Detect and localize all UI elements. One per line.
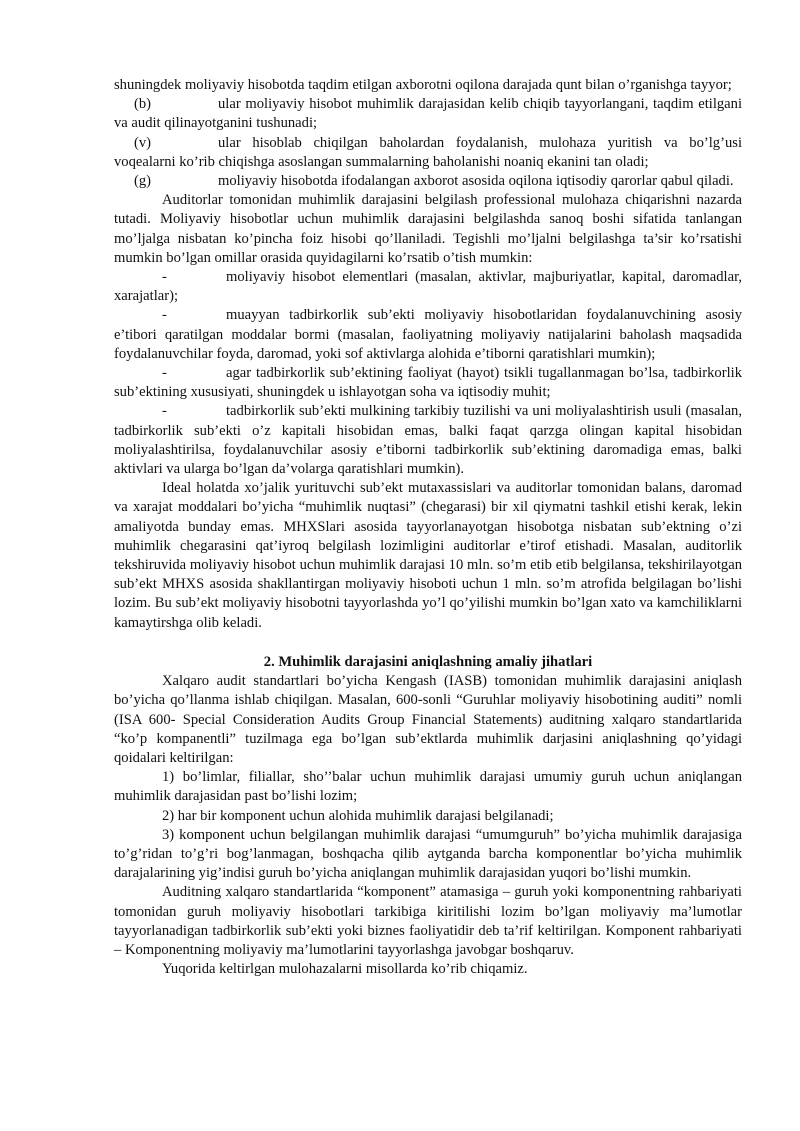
list-item-v bbox=[114, 134, 742, 172]
factor-text: moliyaviy hisobot elementlari (masalan, aktivlar, majburiyatlar, kapital, daromadlar, xarajatlar); bbox=[114, 269, 742, 305]
factor-item bbox=[114, 268, 742, 306]
reader-assumptions-list bbox=[114, 95, 742, 191]
auditors-paragraph: Auditorlar tomonidan muhimlik darajasini belgilash professional mulohaza chiqarishni nazarda tutadi. Moliyaviy hisobotlar uchun muhimlik darajasini belgilashda sanoq boshi sifatida tanlangan mo’ljalga nisbatan ko’pincha foiz hisobi qo’llaniladi. Tegishli mo’ljalni belgilashga ta’sir ko’rsatishi mumkin bo’lgan omillar orasida quyidagilarni ko’rsatib o’tish mumkin: bbox=[114, 192, 742, 266]
factors-list bbox=[114, 268, 742, 479]
factor-text: agar tadbirkorlik sub’ektining faoliyat (hayot) tsikli tugallanmagan bo’lsa, tadbirkorlik sub’ektining xususiyati, shuningdek u ishlayotgan soha va iqtisodiy muhit; bbox=[114, 365, 742, 401]
dash-marker: - bbox=[162, 403, 167, 420]
list-item-b bbox=[114, 95, 742, 133]
list-item-text: moliyaviy hisobotda ifodalangan axborot asosida oqilona iqtisodiy qarorlar qabul qiladi. bbox=[218, 173, 734, 190]
document-page bbox=[114, 76, 742, 979]
rule-item: 1) bo’limlar, filiallar, sho’’balar uchun muhimlik darajasi umumiy guruh uchun aniqlangan muhimlik darajasidan past bo’lishi lozim; bbox=[114, 769, 742, 805]
rule-item: 2) har bir komponent uchun alohida muhimlik darajasi belgilanadi; bbox=[162, 807, 554, 824]
iasb-paragraph: Xalqaro audit standartlari bo’yicha Kengash (IASB) tomonidan muhimlik darajasini aniqlash bo’yicha qo’llanma ishlab chiqilgan. Masalan, 600-sonli “Guruhlar moliyaviy hisobotining auditi” nomli (ISA 600- Special Consideration Audits Group Financial Statements) auditning xalqaro standartlarida “ko’p kompanentli” tuzilmaga ega bo’lgan sub’ektlarda muhimlik darjasini aniqlashning qo’yidagi qoidalari keltirilgan: bbox=[114, 673, 742, 766]
section-heading: 2. Muhimlik darajasini aniqlashning amaliy jihatlari bbox=[263, 653, 593, 670]
factor-item bbox=[114, 306, 742, 364]
intro-continuation-paragraph: shuningdek moliyaviy hisobotda taqdim etilgan axborotni oqilona darajada qunt bilan o’rganishga tayyor; bbox=[114, 77, 732, 93]
ideal-case-paragraph: Ideal holatda xo’jalik yurituvchi sub’ekt mutaxassislari va auditorlar tomonidan balans, daromad va xarajat moddalari bo’yicha “muhimlik nuqtasi” (chegarasi) bir xil qiymatni tashkil etishi kerak, lekin amaliyotda bunday emas. MHXSlari asosida tayyorlanayotgan hisobotga nisbatan sub’ektning o’zi muhimlik chegarasini qat’iyroq belgilash lozimligini auditorlar e’tirof etishadi. Masalan, auditorlik tekshiruvida moliyaviy hisobot uchun muhimlik darajasi 10 mln. so’m etib etib belgilansa, tekshirilayotgan sub’ekt MHXS asosida shakllantirgan moliyaviy hisoboti uchun 1 mln. so’m atrofida belgilagan bo’lishi lozim. Bu sub’ekt moliyaviy hisobotni tayyorlashda yo’l qo’yilishi mumkin bo’lgan xato va kamchiliklarni kamaytirshga olib keladi. bbox=[114, 480, 742, 631]
dash-marker: - bbox=[162, 365, 167, 382]
component-definition-paragraph: Auditning xalqaro standartlarida “komponent” atamasiga – guruh yoki komponentning rahbariyati tomonidan guruh moliyaviy hisobotlari tarkibiga kiritilishi lozim bo’lgan moliyaviy ma’lumotlar tayyorlanadigan tadbirkorlik sub’ekti yoki biznes faoliyatidir deb ta’rif keltirilgan. Komponent rahbariyati – Komponentning moliyaviy ma’lumotlarini tayyorlashga javobgar boshqaruv. bbox=[114, 884, 742, 958]
factor-item bbox=[114, 364, 742, 402]
closing-paragraph: Yuqorida keltirlgan mulohazalarni misollarda ko’rib chiqamiz. bbox=[162, 961, 528, 978]
list-marker: (b) bbox=[134, 96, 152, 113]
factor-text: muayyan tadbirkorlik sub’ekti moliyaviy hisobotlaridan foydalanuvchining asosiy e’tibori qaratilgan moddalar bormi (masalan, faoliyatning moliyaviy natijalarini baholash maqsadida foydalanuvchilar foyda, daromad, yoki sof aktivlarga alohida e’tiborni qaratishlari mumkin); bbox=[114, 307, 742, 362]
list-marker: (v) bbox=[134, 134, 152, 151]
dash-marker: - bbox=[162, 269, 167, 286]
list-item-text: ular moliyaviy hisobot muhimlik darajasidan kelib chiqib tayyorlangani, taqdim etilgani va audit qilinayotganini tushunadi; bbox=[114, 96, 742, 132]
factor-item bbox=[114, 402, 742, 479]
list-marker: (g) bbox=[134, 173, 152, 190]
rules-list bbox=[114, 768, 742, 883]
dash-marker: - bbox=[162, 307, 167, 324]
list-item-text: ular hisoblab chiqilgan baholardan foydalanish, mulohaza yuritish va bo’lg’usi voqealarni ko’rib chiqishga asoslangan summalarning baholanishi noaniq ekanini tan oladi; bbox=[114, 134, 742, 170]
list-item-g bbox=[114, 172, 742, 191]
rule-item: 3) komponent uchun belgilangan muhimlik darajasi “umumguruh” bo’yicha muhimlik darajasiga to’g’ridan to’g’ri bog’lanmagan, boshqacha qilib aytganda barcha komponentlar bo’yicha muhimlik darajalarining yig’indisi guruh bo’yicha aniqlangan muhimlik darajasidan yuqori bo’lishi mumkin. bbox=[114, 826, 742, 882]
factor-text: tadbirkorlik sub’ekti mulkining tarkibiy tuzilishi va uni moliyalashtirish usuli (masalan, tadbirkorlik sub’ekti o’z kapitali hisobidan emas, balki faqat qarzga olingan kapital hisobidan moliyalashtirilsa, foydalanuvchilar asosiy e’tiborni tadbirkorlik sub’ektining daromadiga emas, balki aktivlari va ularga bo’lgan da’volarga qaratishlari mumkin). bbox=[114, 403, 742, 478]
